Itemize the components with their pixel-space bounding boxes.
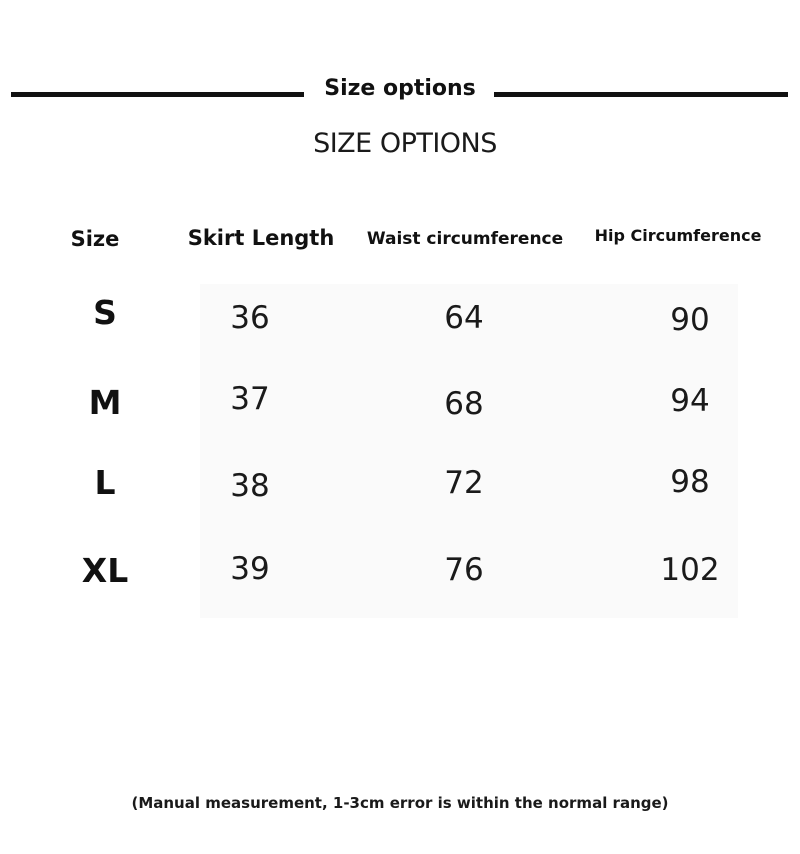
skirt-length-value: 36 — [230, 300, 270, 336]
waist-value: 72 — [444, 465, 484, 501]
column-header-skirt-length: Skirt Length — [187, 226, 335, 250]
waist-value: 64 — [444, 300, 484, 336]
hip-value: 90 — [670, 302, 710, 338]
waist-value: 68 — [444, 386, 484, 422]
page-title: Size options — [324, 76, 476, 101]
hip-value: 94 — [670, 383, 710, 419]
waist-value: 76 — [444, 552, 484, 588]
size-label: L — [94, 463, 116, 502]
size-label: M — [88, 383, 122, 422]
column-header-hip: Hip Circumference — [594, 226, 762, 245]
title-rule-left — [11, 92, 304, 97]
column-header-size: Size — [70, 227, 120, 251]
size-label: S — [93, 293, 117, 332]
hip-value: 98 — [670, 464, 710, 500]
skirt-length-value: 38 — [230, 468, 270, 504]
title-rule-right — [494, 92, 788, 97]
size-label: XL — [81, 551, 129, 590]
skirt-length-value: 39 — [230, 551, 270, 587]
hip-value: 102 — [660, 552, 720, 588]
measurement-note: (Manual measurement, 1-3cm error is within the normal range) — [131, 794, 669, 812]
column-header-waist: Waist circumference — [366, 229, 564, 249]
skirt-length-value: 37 — [230, 381, 270, 417]
page-subtitle: SIZE OPTIONS — [313, 128, 497, 159]
